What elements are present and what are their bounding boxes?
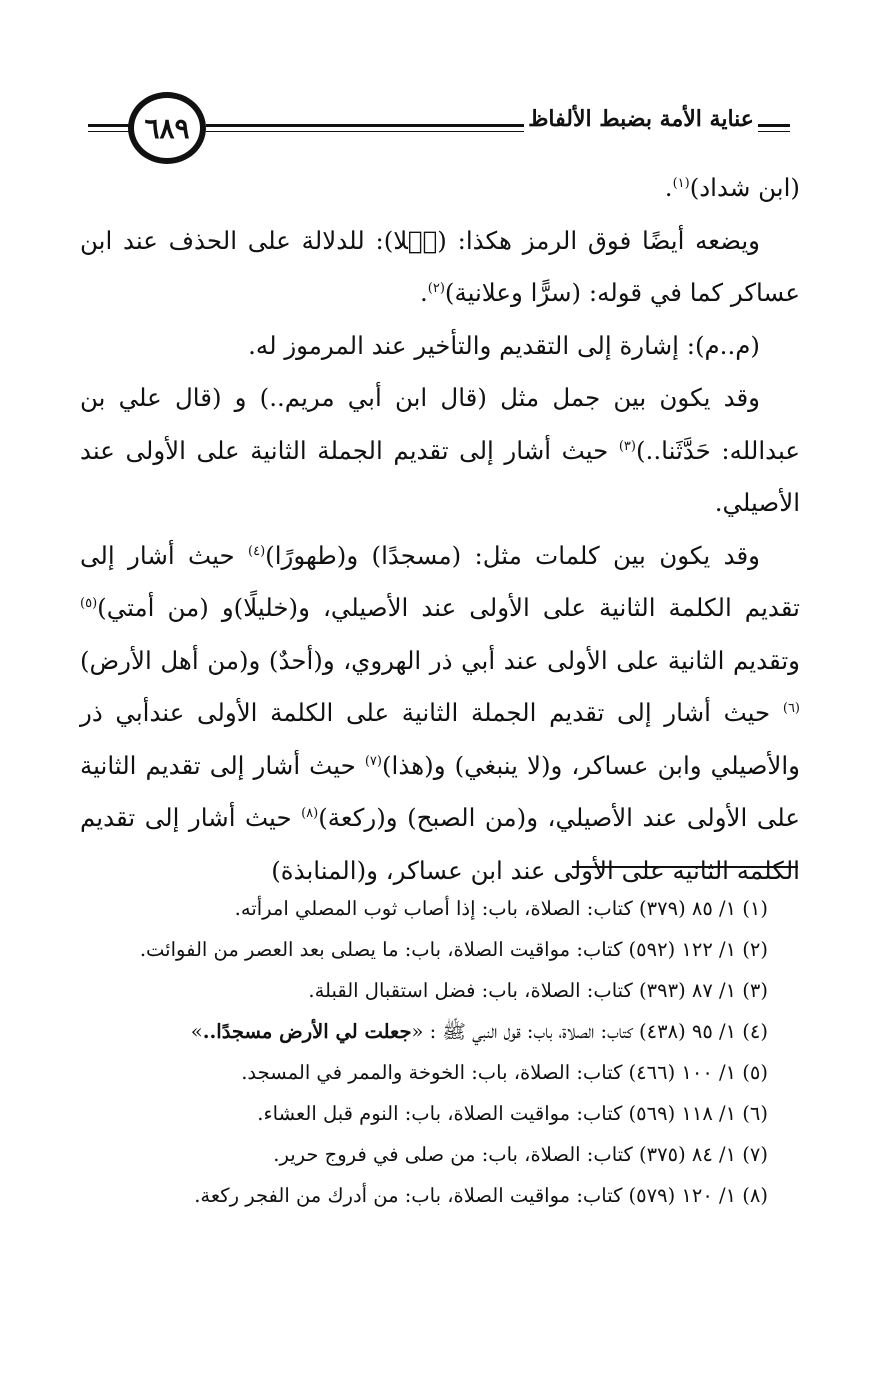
footnote-4-hadith: جعلت لي الأرض مسجدًا.. bbox=[202, 1020, 412, 1043]
footnote-ref-5[interactable]: (٥) bbox=[80, 595, 98, 611]
paragraph-5-e: حيث أشار إلى تقديم الثانية على الأولى عند الأصيلي، و(من الصبح) و(ركعة) bbox=[80, 750, 800, 832]
paragraph-5-a: وقد يكون بين كلمات مثل: (مسجدًا) و(طهورًا) bbox=[265, 540, 760, 570]
footnote-5: (٥) ١/ ١٠٠ (٤٦٦) كتاب: الصلاة، باب: الخوخة والممر في المسجد. bbox=[241, 1061, 768, 1084]
footnote-7: (٧) ١/ ٨٤ (٣٧٥) كتاب: الصلاة، باب: من صلى في فروج حرير. bbox=[273, 1143, 768, 1166]
header-rule-left bbox=[88, 124, 132, 132]
footnote-6: (٦) ١/ ١١٨ (٥٦٩) كتاب: مواقيت الصلاة، باب: النوم قبل العشاء. bbox=[257, 1102, 768, 1125]
paragraph-5-d: حيث أشار إلى تقديم الجملة الثانية على الكلمة الأولى عندأبي ذر والأصيلي وابن عساكر، و(لا ينبغي) و(هذا) bbox=[80, 698, 800, 780]
footnote-ref-4[interactable]: (٤) bbox=[248, 543, 266, 559]
footnotes bbox=[80, 888, 800, 1216]
paragraph-1-end: . bbox=[664, 173, 673, 202]
footnote-4 bbox=[80, 1011, 800, 1052]
footnote-ref-7[interactable]: (٧) bbox=[364, 753, 382, 769]
running-title: عناية الأمة بضبط الألفاظ bbox=[528, 106, 754, 132]
header-rule-right bbox=[758, 124, 790, 132]
main-text bbox=[80, 162, 800, 897]
paragraph-4-a: وقد يكون بين جمل مثل (قال ابن أبي مريم..) و (قال علي بن عبدالله: حَدَّثَنا..) bbox=[80, 383, 801, 465]
paragraph-2-text: ويضعه أيضًا فوق الرمز هكذا: (سٙلا): للدلالة على الحذف عند ابن عساكر كما في قوله: (سرًّا وعلانية) bbox=[80, 225, 800, 307]
footnote-ref-6[interactable]: (٦) bbox=[782, 700, 800, 716]
footnote-2: (٢) ١/ ١٢٢ (٥٩٢) كتاب: مواقيت الصلاة، باب: ما يصلى بعد العصر من الفوائت. bbox=[139, 938, 768, 961]
paragraph-3: (م..م): إشارة إلى التقديم والتأخير عند المرموز له. bbox=[248, 330, 760, 360]
paragraph-5-b: حيث أشار إلى تقديم الكلمة الثانية على الأولى عند الأصيلي، و(خليلًا)و (من أمتي) bbox=[80, 540, 800, 622]
footnote-8: (٨) ١/ ١٢٠ (٥٧٩) كتاب: مواقيت الصلاة، باب: من أدرك من الفجر ركعة. bbox=[194, 1184, 768, 1207]
footnote-ref-1[interactable]: (١) bbox=[672, 175, 690, 191]
footnote-ref-8[interactable]: (٨) bbox=[301, 805, 319, 821]
paragraph-1 bbox=[80, 162, 800, 215]
footnote-4-pre: (٤) ١/ ٩٥ (٤٣٨) كتاب: الصلاة، باب: قول النبي ﷺ : « bbox=[411, 1020, 768, 1043]
paragraph-2-end: . bbox=[419, 278, 428, 307]
paragraph-1-text: (ابن شداد) bbox=[689, 173, 800, 202]
header-rule-middle bbox=[206, 124, 524, 132]
footnote-ref-2[interactable]: (٢) bbox=[427, 280, 445, 296]
footnote-4-post: » bbox=[190, 1020, 203, 1043]
paragraph-5-f: حيث أشار إلى تقديم الكلمة الثانية على الأولى عند ابن عساكر، و(المنابذة) bbox=[80, 803, 800, 885]
paragraph-5 bbox=[80, 530, 800, 898]
footnote-1: (١) ١/ ٨٥ (٣٧٩) كتاب: الصلاة، باب: إذا أصاب ثوب المصلي امرأته. bbox=[234, 897, 768, 920]
paragraph-4-b: حيث أشار إلى تقديم الجملة الثانية على الأولى عند الأصيلي. bbox=[80, 435, 800, 517]
page-number: ٦٨٩ bbox=[128, 92, 206, 164]
paragraph-4 bbox=[80, 372, 800, 530]
footnote-separator bbox=[572, 866, 798, 868]
footnote-ref-3[interactable]: (٣) bbox=[618, 438, 636, 454]
paragraph-2 bbox=[80, 215, 800, 320]
paragraph-5-c: وتقديم الثانية على الأولى عند أبي ذر الهروي، و(أحدٌ) و(من أهل الأرض) bbox=[80, 645, 800, 675]
footnote-3: (٣) ١/ ٨٧ (٣٩٣) كتاب: الصلاة، باب: فضل استقبال القبلة. bbox=[308, 979, 768, 1002]
